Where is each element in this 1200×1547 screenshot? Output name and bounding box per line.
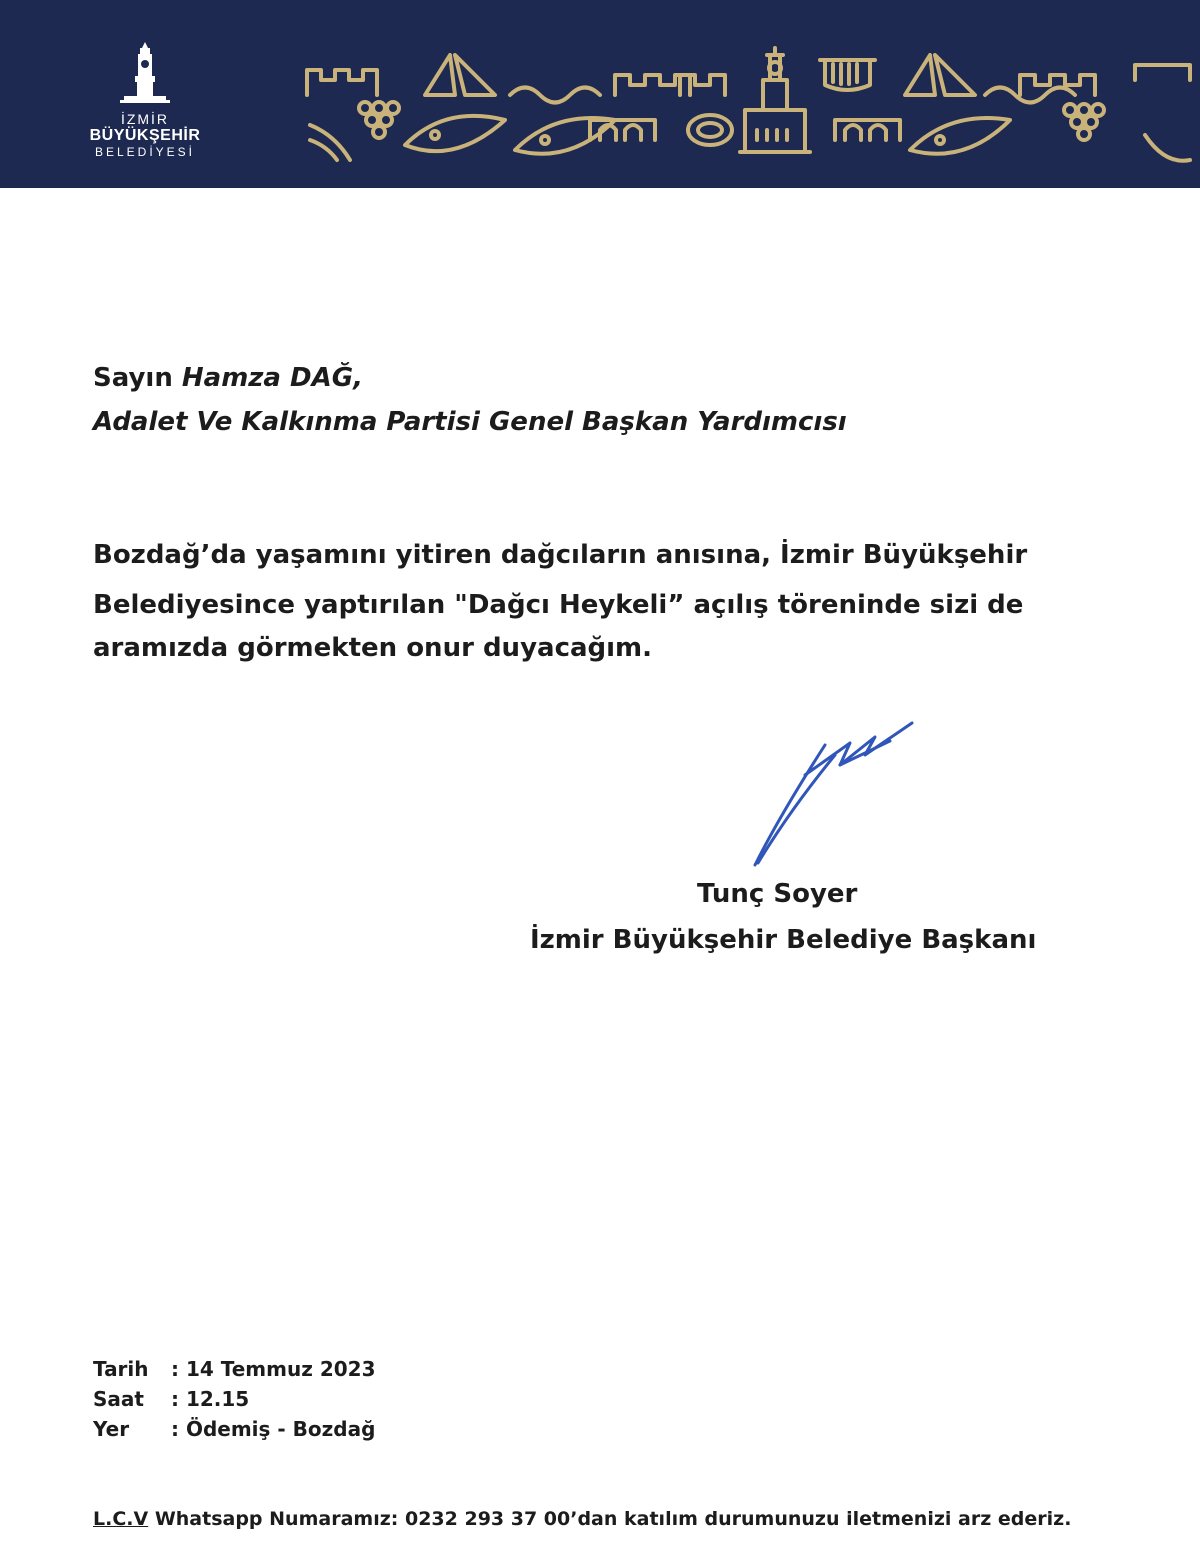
recipient-name: Hamza DAĞ,	[181, 363, 363, 393]
izmir-motif-ornament	[295, 40, 1195, 165]
detail-label: Yer	[93, 1417, 130, 1441]
detail-value: : Ödemiş - Bozdağ	[171, 1417, 376, 1441]
handwritten-signature	[740, 715, 930, 875]
recipient-title: Adalet Ve Kalkınma Partisi Genel Başkan Yardımcısı	[93, 407, 847, 437]
rsvp-text: Whatsapp Numaramız: 0232 293 37 00’dan katılım durumunuzu iletmenizi arz ederiz.	[148, 1508, 1072, 1530]
logo-line-izmir: İZMİR	[120, 111, 170, 127]
detail-value: : 12.15	[171, 1387, 250, 1411]
body-line: Belediyesince yaptırılan "Dağcı Heykeli” açılış töreninde sizi de	[93, 590, 1024, 620]
signer-title: İzmir Büyükşehir Belediye Başkanı	[530, 925, 1037, 955]
logo-line-buyuksehir: BÜYÜKŞEHİR	[89, 127, 201, 144]
rsvp-note	[93, 1508, 1071, 1530]
detail-label: Saat	[93, 1387, 144, 1411]
rsvp-lcv: L.C.V	[93, 1508, 149, 1530]
letterhead-banner	[0, 0, 1200, 188]
salutation-prefix: Sayın	[93, 363, 182, 393]
detail-value: : 14 Temmuz 2023	[171, 1357, 376, 1381]
body-line: aramızda görmekten onur duyacağım.	[93, 633, 653, 663]
detail-label: Tarih	[93, 1357, 149, 1381]
salutation	[93, 363, 363, 393]
clock-tower-icon	[60, 40, 230, 115]
signer-name: Tunç Soyer	[697, 879, 858, 909]
logo-line-belediyesi: BELEDİYESİ	[94, 145, 196, 159]
body-line: Bozdağ’da yaşamını yitiren dağcıların anısına, İzmir Büyükşehir	[93, 540, 1028, 570]
izmir-municipality-logo	[60, 40, 230, 170]
